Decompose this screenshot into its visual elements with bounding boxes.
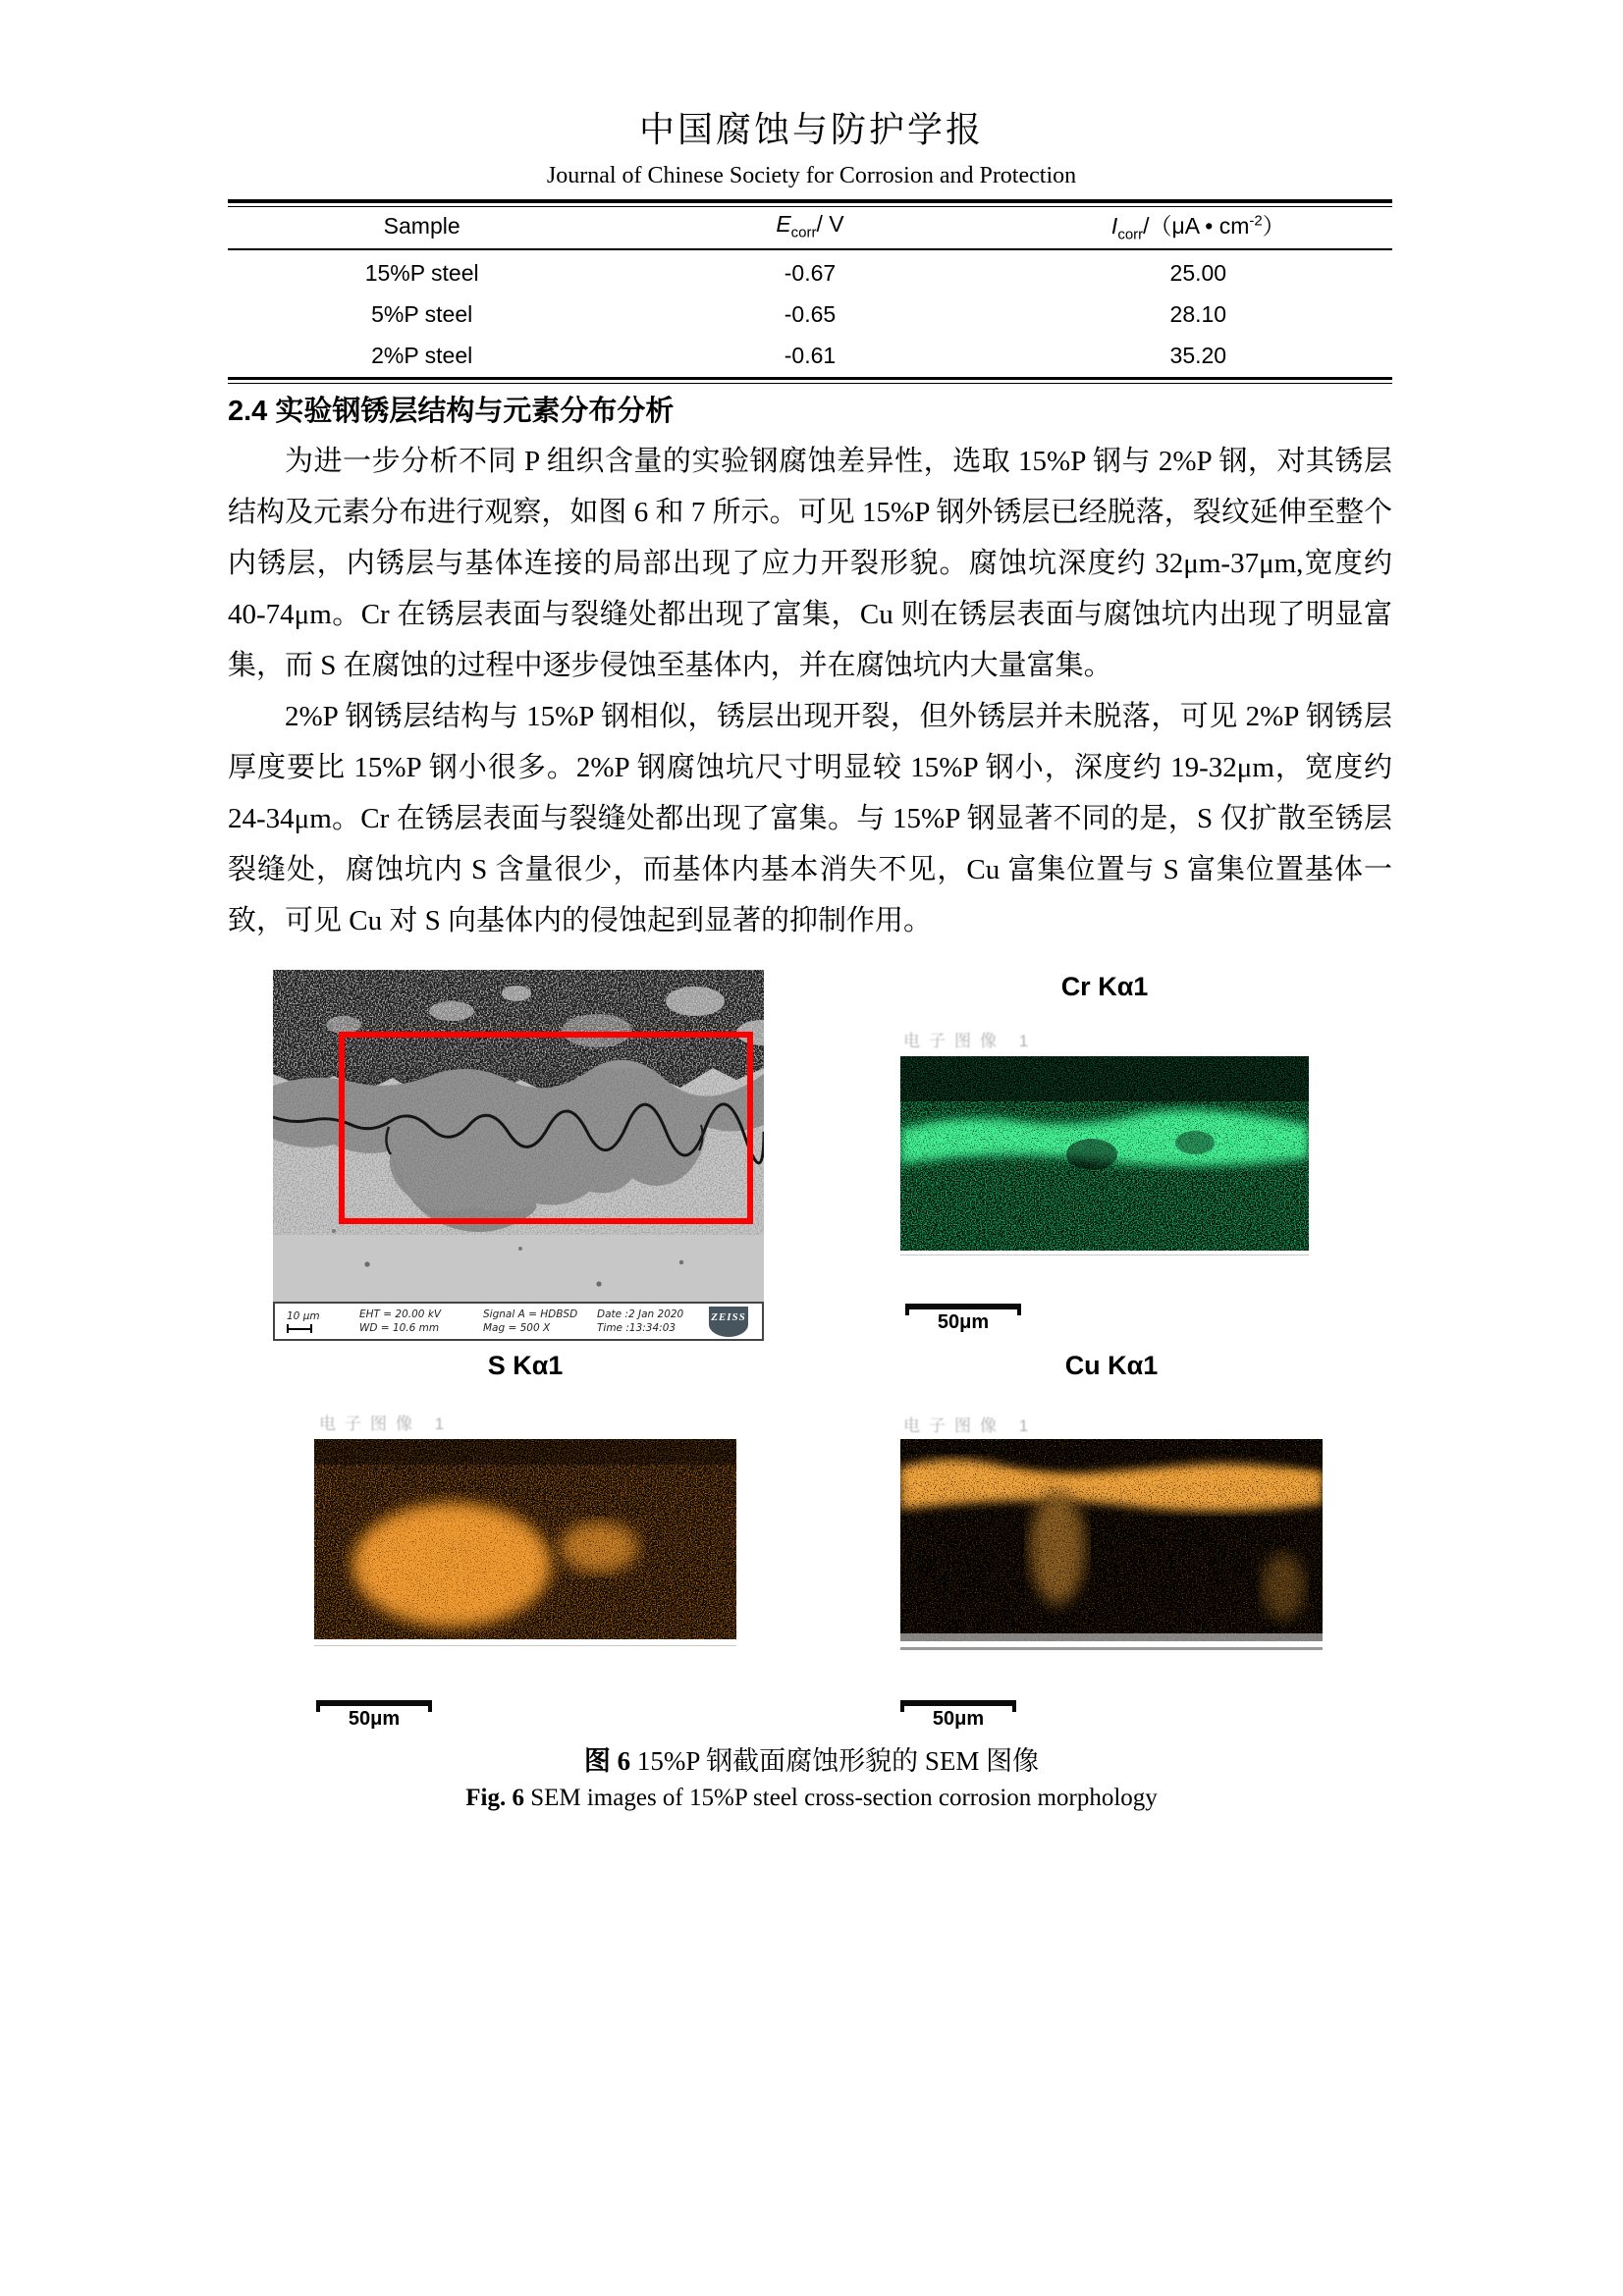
cell-sample: 5%P steel [371, 300, 473, 327]
eds-map-cr [900, 1056, 1309, 1251]
scalebar-label: 50μm [932, 1708, 985, 1730]
eds-electron-image-label: 电子图像 1 [903, 1416, 1038, 1435]
cell-ecorr: -0.65 [784, 300, 837, 327]
cell-icorr: 35.20 [1169, 342, 1227, 368]
sem-info-bar [273, 1302, 764, 1341]
sem-micrograph [273, 970, 764, 1302]
scalebar-cr [905, 1304, 1021, 1334]
table-row [228, 294, 1392, 335]
scalebar-label: 50μm [937, 1311, 990, 1333]
scalebar-label: 50μm [348, 1708, 401, 1730]
sem-signal: Signal A = HDBSD [483, 1308, 578, 1320]
figure-caption-cn-text: 15%P 钢截面腐蚀形貌的 SEM 图像 [630, 1746, 1040, 1776]
table-mid-rule [228, 248, 1392, 250]
figure-caption-en-text: SEM images of 15%P steel cross-section corrosion morphology [523, 1785, 1158, 1811]
eds-map-s [314, 1439, 736, 1639]
eds-electron-image-label: 电子图像 1 [319, 1415, 454, 1433]
sem-datetime [597, 1308, 707, 1335]
icorr-subscript: corr [1117, 226, 1144, 243]
cell-sample: 2%P steel [371, 342, 473, 368]
icorr-unit-close: ） [1262, 213, 1285, 240]
table-bottom-rule [228, 377, 1392, 380]
cell-icorr: 28.10 [1169, 300, 1227, 327]
sem-time: Time :13:34:03 [597, 1322, 676, 1334]
cell-icorr: 25.00 [1169, 259, 1227, 286]
col-header-sample: Sample [383, 212, 460, 239]
sem-scalebar-icon [287, 1324, 312, 1333]
table-bottom-rule-thin [228, 383, 1392, 384]
icorr-unit: /（μA • cm [1143, 213, 1250, 240]
ecorr-subscript: corr [790, 224, 817, 241]
sem-scale [275, 1309, 359, 1333]
cell-ecorr: -0.61 [784, 342, 837, 368]
ecorr-symbol: E [776, 210, 791, 237]
paragraph-2: 2%P 钢锈层结构与 15%P 钢相似，锈层出现开裂，但外锈层并未脱落，可见 2%P 钢锈层厚度要比 15%P 钢小很多。2%P 钢腐蚀坑尺寸明显较 15%P 钢小，深度约 19-32μm，宽度约 24-34μm。Cr 在锈层表面与裂缝处都出现了富集。与 15%P 钢显著不同的是，S 仅扩散至锈层裂缝处，腐蚀坑内 S 含量很少，而基体内基本消失不见，Cu 富集位置与 S 富集位置基体一致，可见 Cu 对 S 向基体内的侵蚀起到显著的抑制作用。 [228, 701, 1392, 936]
sem-beam-params [359, 1308, 483, 1335]
col-header-ecorr [616, 211, 1003, 241]
ecorr-unit: / V [816, 210, 844, 237]
map-underline-cu [900, 1647, 1323, 1650]
table-row [228, 335, 1392, 376]
sem-scale-label: 10 μm [287, 1310, 320, 1322]
scalebar-cu [900, 1700, 1016, 1731]
figure-caption-cn [0, 1739, 1623, 1778]
figure-caption-en-number: Fig. 6 [465, 1785, 524, 1811]
figure-caption-cn-number: 图 6 [583, 1746, 631, 1776]
icorr-symbol: I [1110, 213, 1118, 240]
table-row [228, 252, 1392, 294]
cell-sample: 15%P steel [364, 259, 479, 286]
eds-map-cu [900, 1439, 1323, 1641]
sem-figure [273, 970, 764, 1343]
table-header-row [228, 203, 1392, 248]
icorr-exponent: -2 [1249, 212, 1263, 230]
section-heading: 2.4 实验钢锈层结构与元素分布分析 [228, 396, 675, 427]
figure-caption-en [0, 1785, 1623, 1812]
paragraph-1: 为进一步分析不同 P 组织含量的实验钢腐蚀差异性，选取 15%P 钢与 2%P 钢，对其锈层结构及元素分布进行观察，如图 6 和 7 所示。可见 15%P 钢外锈层已经脱落，裂纹延伸至整个内锈层，内锈层与基体连接的局部出现了应力开裂形貌。腐蚀坑深度约 32μm-37μm,宽度约 40-74μm。Cr 在锈层表面与裂缝处都出现了富集，Cu 则在锈层表面与腐蚀坑内出现了明显富集，而 S 在腐蚀的过程中逐步侵蚀至基体内，并在腐蚀坑内大量富集。 [228, 446, 1392, 681]
sem-signal-params [483, 1308, 597, 1335]
journal-title-cn: 中国腐蚀与防护学报 [638, 110, 984, 149]
map-title-cr: Cr Kα1 [1060, 972, 1149, 1001]
zeiss-logo: ZEISS [709, 1307, 748, 1337]
col-header-icorr [1004, 208, 1392, 243]
sem-wd: WD = 10.6 mm [359, 1322, 440, 1334]
journal-title-en: Journal of Chinese Society for Corrosion and Protection [546, 163, 1077, 188]
scalebar-s [316, 1700, 432, 1731]
sem-mag: Mag = 500 X [483, 1322, 551, 1334]
sem-eht: EHT = 20.00 kV [359, 1308, 442, 1320]
eds-electron-image-label: 电子图像 1 [903, 1032, 1038, 1050]
sem-date: Date :2 Jan 2020 [597, 1308, 684, 1320]
cell-ecorr: -0.67 [784, 259, 837, 286]
map-title-s: S Kα1 [487, 1351, 564, 1380]
map-title-cu: Cu Kα1 [1064, 1351, 1159, 1380]
map-underline-s [314, 1645, 736, 1646]
